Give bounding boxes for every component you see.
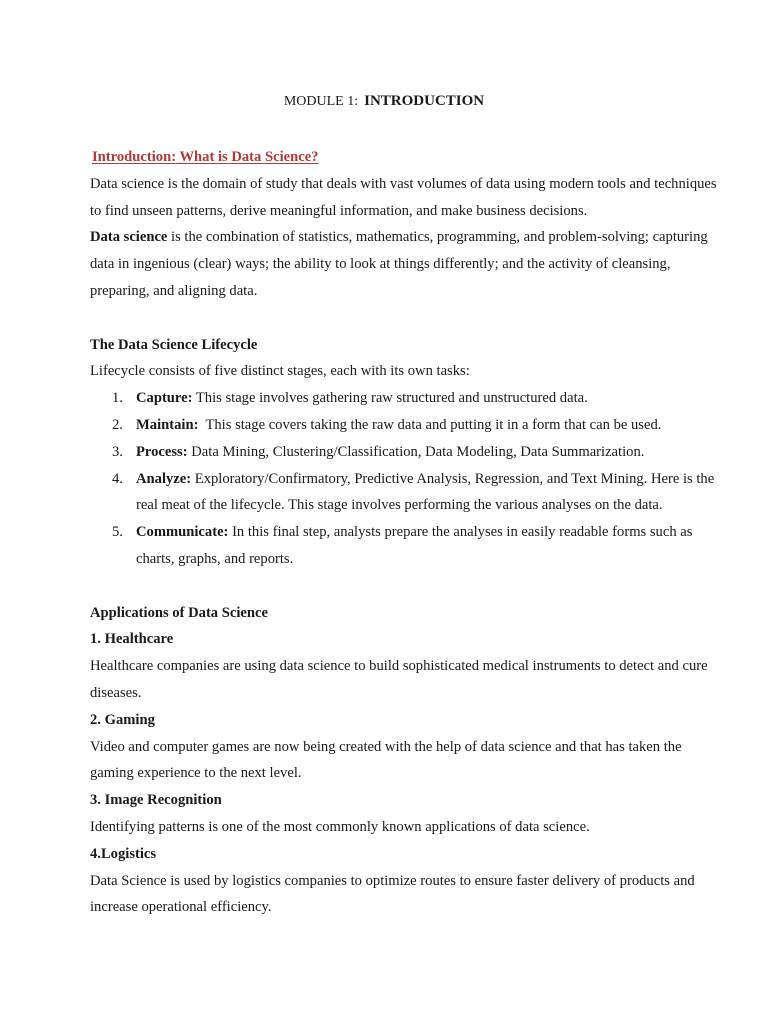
definition-term: Data science (90, 229, 168, 246)
stage-text-continued: real meat of the lifecycle. This stage involves performing the various analyses on the data. (136, 497, 663, 514)
intro-paragraph-line: to find unseen patterns, derive meaningful information, and make business decisions. (90, 202, 588, 219)
stage-text: In this final step, analysts prepare the analyses in easily readable forms such as (228, 524, 693, 541)
stage-term: Process: (136, 443, 188, 460)
definition-paragraph-line: data in ingenious (clear) ways; the ability to look at things differently; and the activity of cleansing, (90, 256, 671, 273)
application-text: gaming experience to the next level. (90, 765, 302, 782)
application-title-gaming: 2. Gaming (90, 711, 155, 728)
stage-term: Communicate: (136, 524, 229, 541)
list-item (90, 439, 742, 466)
module-prefix: MODULE 1: (283, 94, 359, 109)
list-number: 1. (112, 390, 123, 407)
stage-text: Exploratory/Confirmatory, Predictive Analysis, Regression, and Text Mining. Here is the (191, 470, 715, 487)
application-text: Data Science is used by logistics companies to optimize routes to ensure faster delivery of products and (90, 872, 695, 889)
application-title-image-recognition: 3. Image Recognition (90, 792, 222, 809)
applications-heading: Applications of Data Science (90, 604, 268, 621)
document-body (90, 144, 742, 921)
stage-term: Analyze: (136, 470, 192, 487)
definition-paragraph-line: preparing, and aligning data. (90, 282, 258, 299)
stage-term: Capture: (136, 390, 193, 407)
list-item (90, 519, 742, 573)
intro-paragraph-line: Data science is the domain of study that deals with vast volumes of data using modern tools and techniques (90, 175, 717, 192)
list-item (90, 412, 742, 439)
application-title-logistics: 4.Logistics (90, 845, 157, 862)
spacer (90, 305, 742, 332)
lifecycle-intro: Lifecycle consists of five distinct stages, each with its own tasks: (90, 363, 470, 380)
stage-text-continued: charts, graphs, and reports. (136, 550, 294, 567)
stage-term: Maintain: (136, 416, 199, 433)
application-text: increase operational efficiency. (90, 899, 272, 916)
lifecycle-stage-list (90, 385, 742, 573)
list-item (90, 385, 742, 412)
application-text: Healthcare companies are using data science to build sophisticated medical instruments to detect and cure (90, 658, 708, 675)
application-title-healthcare: 1. Healthcare (90, 631, 174, 648)
stage-text: Data Mining, Clustering/Classification, Data Modeling, Data Summarization. (187, 443, 645, 460)
list-number: 3. (112, 443, 123, 460)
spacer (90, 573, 742, 600)
module-title (0, 90, 768, 113)
application-text: Identifying patterns is one of the most commonly known applications of data science. (90, 818, 590, 835)
list-number: 2. (112, 416, 123, 433)
list-number: 4. (112, 470, 123, 487)
list-number: 5. (112, 524, 123, 541)
stage-text: This stage covers taking the raw data and putting it in a form that can be used. (198, 416, 662, 433)
lifecycle-heading: The Data Science Lifecycle (90, 336, 258, 353)
module-heading: INTRODUCTION (364, 93, 485, 109)
list-item (90, 466, 742, 520)
definition-paragraph-line (90, 224, 742, 251)
definition-text: is the combination of statistics, mathematics, programming, and problem-solving; capturing (167, 229, 708, 246)
stage-text: This stage involves gathering raw structured and unstructured data. (192, 390, 588, 407)
intro-heading: Introduction: What is Data Science? (92, 149, 319, 165)
application-text: diseases. (90, 684, 142, 701)
application-text: Video and computer games are now being created with the help of data science and that has taken the (90, 738, 682, 755)
